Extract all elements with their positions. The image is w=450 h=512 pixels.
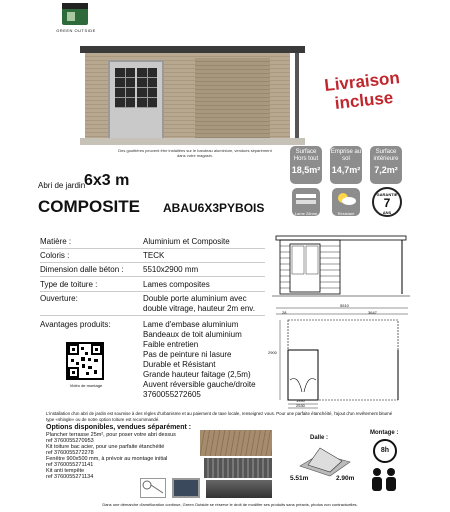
option-line: ref 3760055270953 (46, 438, 94, 444)
brand-name: GREEN OUTSIDE (56, 28, 96, 33)
option-line: Kit anti tempête (46, 468, 85, 474)
option-image-steel-roof (204, 458, 272, 478)
spec-value-slab: 5510x2900 mm (143, 265, 199, 274)
list-item: Grande hauteur faitage (2,5m) (143, 370, 251, 379)
badge-footprint: Emprise au sol 14,7m² (330, 146, 362, 184)
divider (40, 291, 265, 292)
slab-label: Dalle : (310, 435, 329, 441)
dim-depth: 2900 (268, 350, 277, 355)
weather-caption: Résistant (337, 211, 355, 216)
list-item: Pas de peinture ni lasure (143, 350, 232, 359)
dim-wall: 28 (282, 310, 287, 315)
list-item: 3760055272605 (143, 390, 201, 399)
brand-logo (62, 3, 88, 25)
spec-value-material: Aluminium et Composite (143, 237, 230, 246)
footer-disclaimer: Dans une démarche d'amélioration continue, Green Outside se réserve le droit de modifier ses produits sans préavis, photos non contractuelles. (102, 502, 358, 507)
ground (80, 138, 305, 145)
shed-side-panel (195, 58, 270, 138)
spec-value-color: TECK (143, 251, 165, 260)
spec-label-roof: Type de toiture : (40, 280, 98, 289)
options-title: Options disponibles, vendues séparément : (46, 424, 192, 431)
list-item: Faible entretien (143, 340, 199, 349)
dim-awning-width: 3647 (368, 310, 377, 315)
guarantee-seal-icon: GARANTIE 7 ANS (370, 186, 404, 218)
option-line: ref 3760055271141 (46, 462, 94, 468)
option-image-window (172, 478, 200, 498)
spec-label-opening: Ouverture: (40, 294, 78, 303)
divider (40, 276, 265, 277)
divider (40, 248, 265, 249)
title-prefix: Abri de jardin (38, 181, 86, 190)
plank-caption: Lame 28mm (294, 211, 318, 216)
list-item: Lame d'embase aluminium (143, 320, 239, 329)
option-image-roof-sheet (206, 480, 272, 498)
list-item: Auvent réversible gauche/droite (143, 380, 256, 389)
spec-value-opening: Double porte aluminium avec double vitrage, hauteur 2m env. (143, 294, 255, 313)
qr-caption: Vidéo de montage (69, 383, 103, 388)
spec-label-material: Matière : (40, 237, 72, 246)
shed-roof (80, 46, 305, 53)
divider (40, 262, 265, 263)
assembly-label: Montage : (370, 430, 399, 436)
title-size: 6x3 m (84, 172, 130, 189)
slab-depth: 2.90m (336, 475, 355, 482)
two-persons-icon (366, 466, 402, 492)
divider (40, 315, 265, 316)
delivery-promo: Livraison incluse (323, 68, 401, 113)
dim-door: 1930 (296, 398, 305, 403)
shed-double-door (108, 60, 164, 140)
product-reference: ABAU6X3PYBOIS (163, 201, 265, 215)
advantages-label: Avantages produits: (40, 320, 111, 329)
title-material: COMPOSITE (38, 197, 141, 216)
technical-drawing (268, 232, 418, 412)
awning-post (295, 53, 299, 143)
dim-total-width: 5510 (340, 303, 349, 308)
slab-width: 5.51m (290, 475, 309, 482)
option-line: Kit toiture bac acier, pour une parfaite étanchéité (46, 444, 165, 450)
option-line: Plancher terrasse 25m², pour poser votre abri dessus (46, 432, 176, 438)
option-line: ref 3760055272278 (46, 450, 94, 456)
option-line: ref 3760055271134 (46, 474, 94, 480)
assembly-duration: 8h (380, 447, 390, 454)
badge-total-surface: Surface Hors tout 18,5m² (290, 146, 322, 184)
install-note: L'installation d'un abri de jardin est soumise à des règles d'urbanisme et au paiement de taxe locale, renseignez vous. Pour une parfaite étanchéité, l'ajout d'un revêtement bitumé type «shingle» ou de notre option toiture est recommandé. (46, 411, 393, 422)
spec-label-slab: Dimension dalle béton : (40, 265, 124, 274)
qr-code[interactable] (66, 342, 104, 380)
option-image-storm-kit (140, 478, 166, 498)
badge-interior-surface: Surface intérieure 7,2m² (370, 146, 402, 184)
option-line: Fenêtre 900x500 mm, à prévoir au montage initial (46, 456, 168, 462)
list-item: Durable et Résistant (143, 360, 216, 369)
option-image-terrace (200, 430, 272, 456)
spec-value-roof: Lames composites (143, 280, 210, 289)
list-item: Bandeaux de toit aluminium (143, 330, 242, 339)
photo-caption: Des gouttières peuvent être installées sur le bandeau aluminium, vendues séparément dans votre magasin. (118, 148, 272, 158)
advantages-list (143, 320, 268, 400)
spec-label-color: Coloris : (40, 251, 70, 260)
dim-cabin: 2530 (296, 403, 305, 408)
